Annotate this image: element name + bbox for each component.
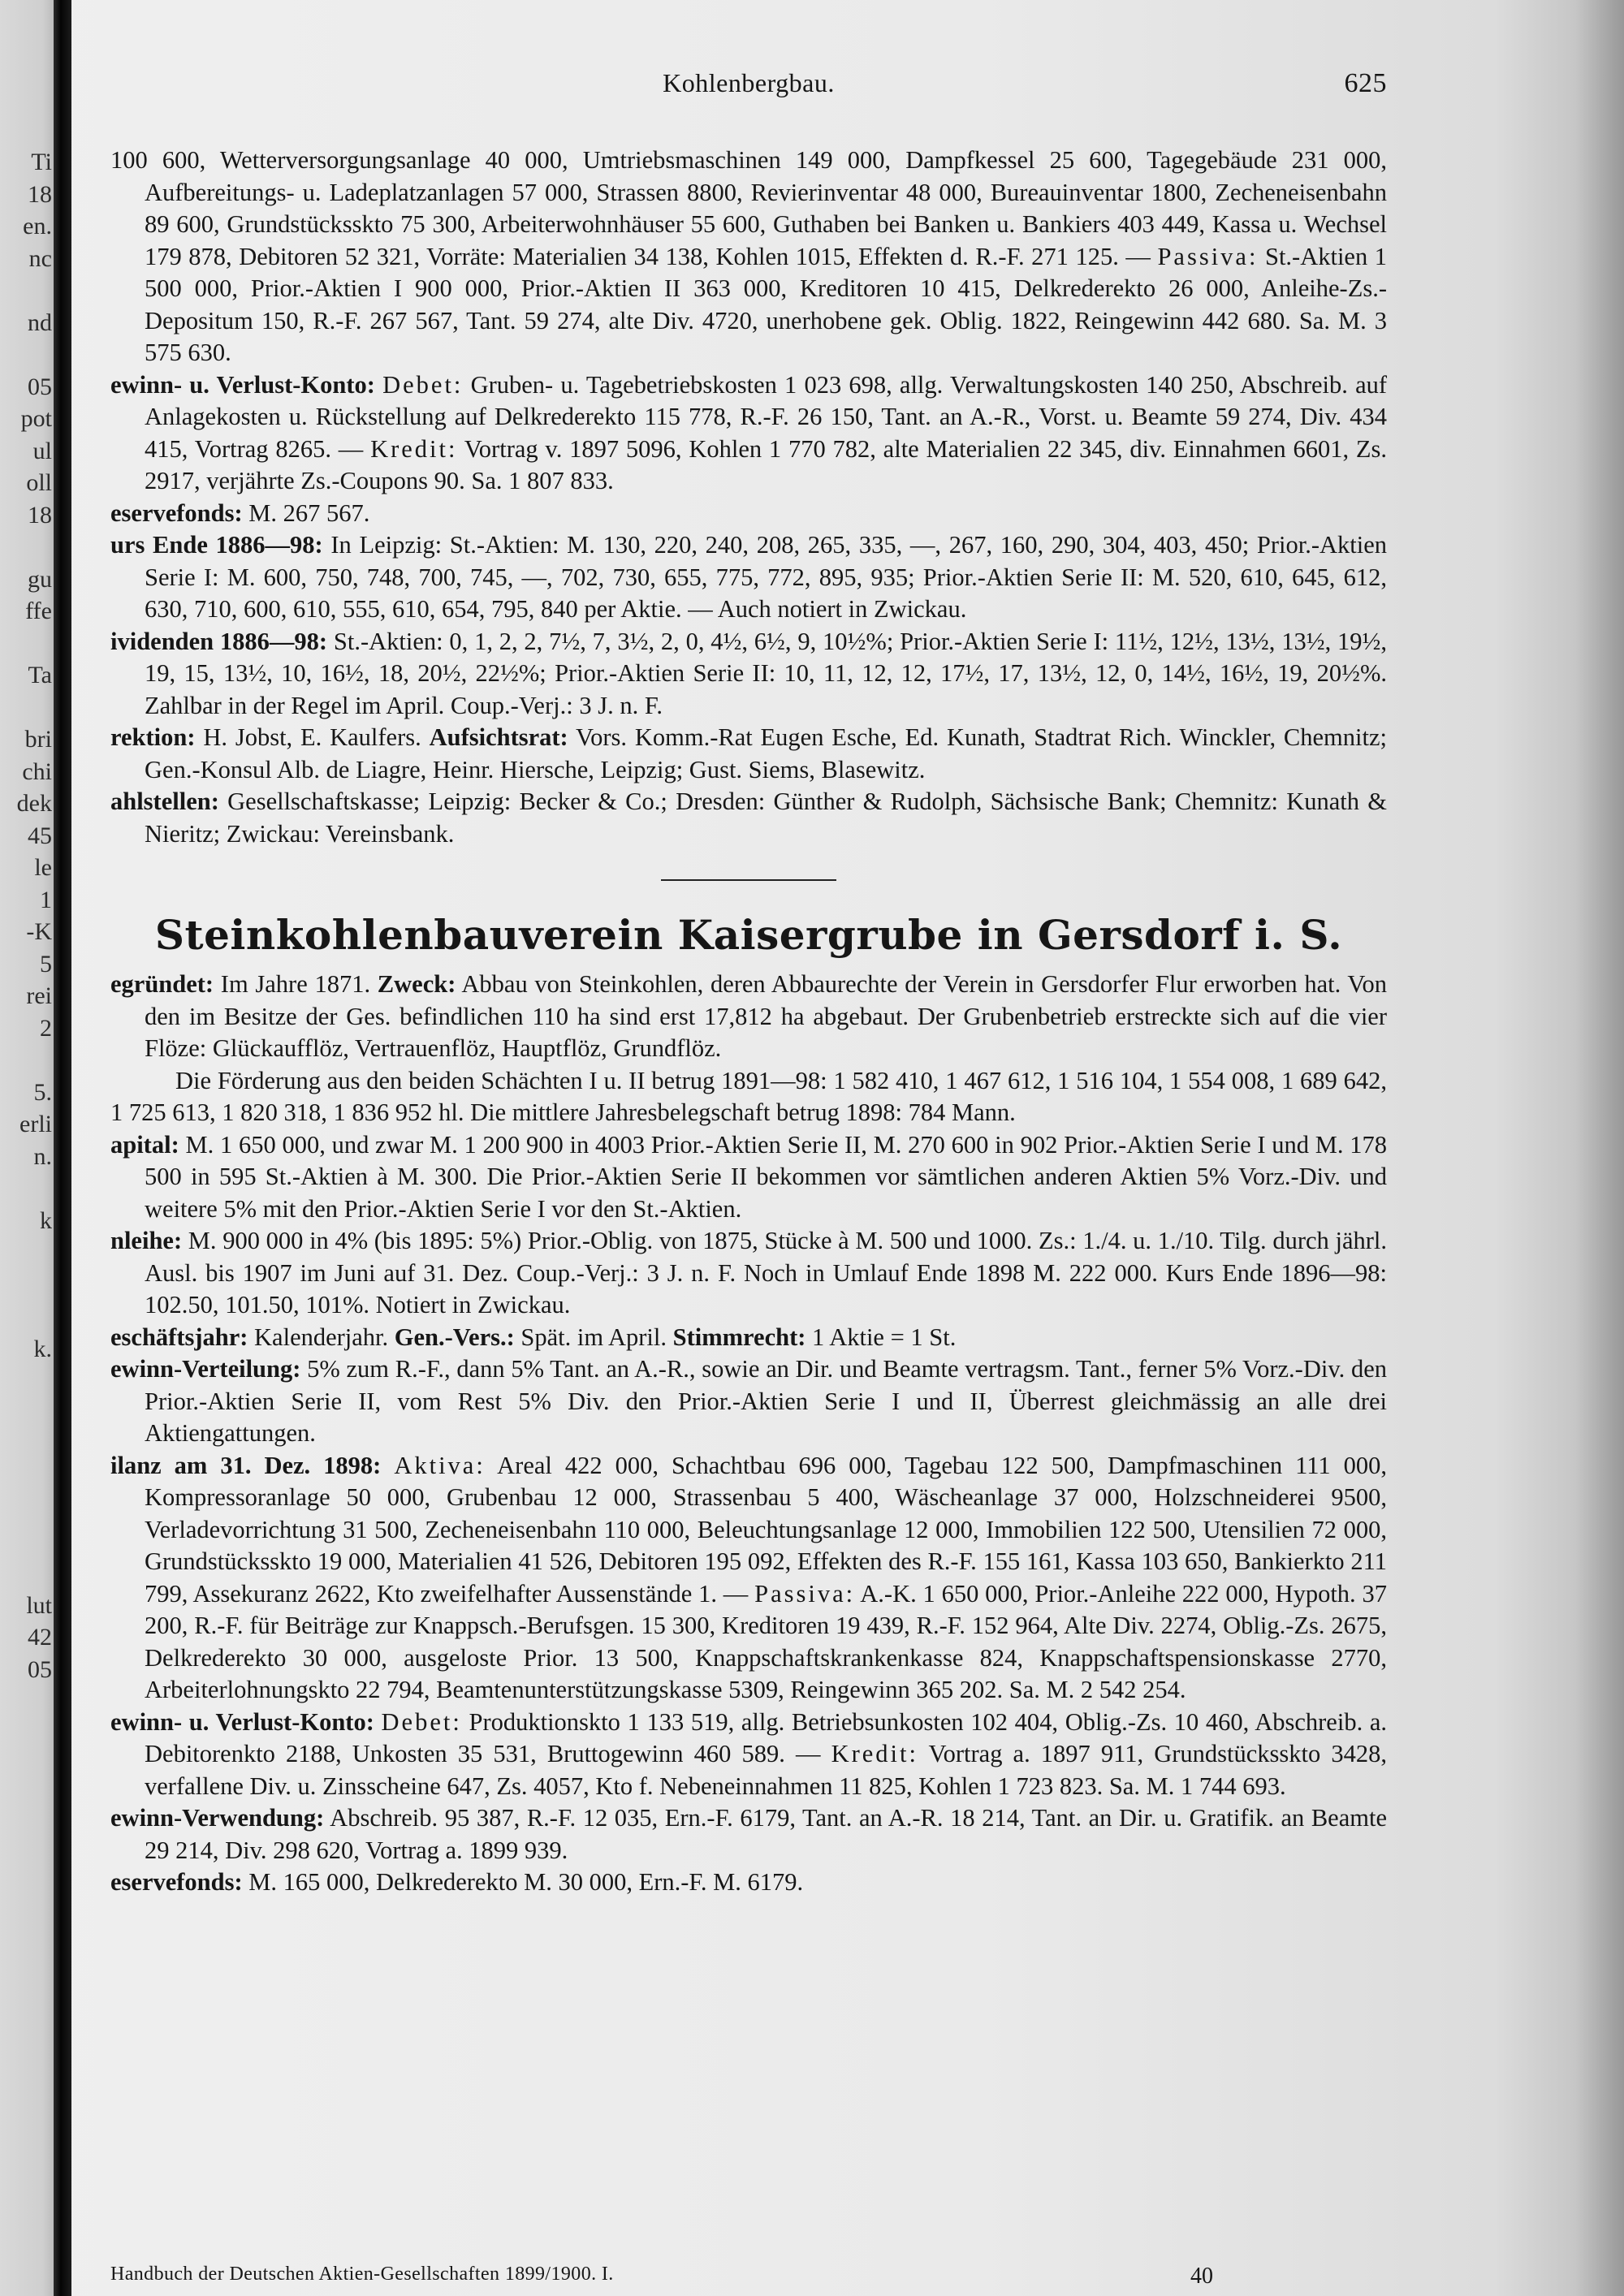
facing-page-fragment	[0, 2070, 54, 2103]
facing-page-fragment	[0, 1782, 54, 1815]
facing-page-fragment: pot	[20, 405, 52, 432]
facing-page-fragment: k.	[33, 1335, 52, 1362]
page-shadow	[1575, 0, 1624, 2296]
facing-page-fragment	[0, 2134, 54, 2167]
reserve-fund-paragraph: eservefonds: M. 267 567.	[110, 498, 370, 527]
facing-page-fragment	[0, 2039, 54, 2071]
fiscal-year-paragraph: eschäftsjahr: Kalenderjahr. Gen.-Vers.: Spät. im April. Stimmrecht: 1 Aktie = 1 St.	[110, 1323, 957, 1351]
facing-page-fragment: 05	[28, 373, 52, 400]
facing-page-fragment: Ti	[31, 149, 52, 175]
management-paragraph: rektion: H. Jobst, E. Kaulfers. Aufsichtsrat: Vors. Komm.-Rat Eugen Esche, Ed. Kunath, Stadtrat Rich. Winckler, Chemnitz; Gen.-Konsul Alb. de Liagre, Heinr. Hiersche, Leipzig; Gust. Siems, Blasewitz.	[110, 723, 1387, 783]
facing-page-fragment: 45	[28, 822, 52, 849]
page-number: 625	[1344, 68, 1387, 98]
facing-page-fragment: k	[40, 1206, 52, 1234]
facing-page-fragment	[0, 2199, 54, 2231]
share-price-paragraph: urs Ende 1886—98: In Leipzig: St.-Aktien: M. 130, 220, 240, 208, 265, 335, —, 267, 160, 290, 304, 403, 450; Prior.-Aktien Serie I: M. 600, 750, 748, 700, 745, —, 702, 730, 655, 775, 772, 895, 935; Prior.-Aktien Serie II: M. 520, 610, 645, 612, 630, 710, 600, 610, 555, 610, 654, 795, 840 per Aktie. — Auch notiert in Zwickau.	[110, 531, 1387, 623]
facing-page-fragment	[0, 1236, 54, 1269]
founding-purpose-paragraph: egründet: Im Jahre 1871. Zweck: Abbau von Steinkohlen, deren Abbaurechte der Verein in Gersdorfer Flur erworben hat. Von den im Besitze der Ges. befindlichen 110 ha sind erst 17,812 ha abgebaut. Der Grubenbetrieb erstreckte sich auf die vier Flöze: Glückaufflöz, Vertrauenflöz, Hauptflöz, Grundflöz.	[110, 970, 1387, 1062]
facing-page-fragment: 5.	[33, 1078, 52, 1106]
balance-1898-paragraph: ilanz am 31. Dez. 1898: Aktiva: Areal 422 000, Schachtbau 696 000, Tagebau 122 500, Dampfmaschinen 111 000, Kompressoranlage 50 000, Grubenbau 12 000, Strassenbau 5 400, Wäscheanlage 37 000, Holzschneiderei 9500, Verladevorrichtung 31 500, Zecheneisenbahn 110 000, Beleuchtungsanlage 12 000, Immobilien 122 500, Utensilien 72 000, Grundstücksskto 19 000, Materialien 41 526, Debitoren 195 092, Effekten des R.-F. 155 161, Kassa 103 650, Bankierkto 211 799, Assekuranz 2622, Kto zweifelhafter Aussenstände 1. — Passiva: A.-K. 1 650 000, Prior.-Anleihe 222 000, Hypoth. 37 200, R.-F. für Beiträge zur Knappsch.-Berufsgen. 15 300, Kreditoren 19 439, R.-F. 152 964, Alte Div. 2274, Oblig.-Zs. 2675, Delkrederekto 30 000, ausgeloste Prior. 13 500, Knappschaftskrankenkasse 824, Knappschaftspensionskasse 2770, Arbeiterlohnungskto 22 794, Beamtenunterstützungskasse 5309, Reingewinn 365 202. Sa. M. 2 542 254.	[110, 1451, 1388, 1703]
profit-loss-1898-paragraph: ewinn- u. Verlust-Konto: Debet: Produktionskto 1 133 519, allg. Betriebsunkosten 102 404, Oblig.-Zs. 10 460, Abschreib. a. Debitorenkto 2188, Unkosten 35 531, Bruttogewinn 460 589. — Kredit: Vortrag a. 1897 911, Grundstücksskto 3428, verfallene Div. u. Zinsscheine 647, Zs. 4057, Kto f. Nebeneinnahmen 11 825, Kohlen 1 723 823. Sa. M. 1 744 693.	[110, 1707, 1388, 1800]
facing-page-fragment: le	[34, 854, 52, 881]
facing-page-fragment	[0, 692, 54, 724]
facing-page-fragment	[0, 1461, 54, 1494]
facing-page-fragment	[0, 1910, 54, 1943]
facing-page-fragment: 2	[40, 1014, 52, 1042]
facing-page-fragment: oll	[26, 469, 52, 496]
facing-page-fragment	[0, 1942, 54, 1974]
facing-page-fragment	[0, 1397, 54, 1430]
facing-page-fragment: lut	[26, 1591, 52, 1619]
facing-page-fragment	[0, 339, 54, 371]
balance-sheet-paragraph: 100 600, Wetterversorgungsanlage 40 000, Umtriebsmaschinen 149 000, Dampfkessel 25 600, Tagegebäude 231 000, Aufbereitungs- u. Ladeplatzanlagen 57 000, Strassen 8800, Revierinventar 48 000, Bureauinventar 1800, Zecheneisenbahn 89 600, Grundstücksskto 75 300, Arbeiterwohnhäuser 55 600, Guthaben bei Banken u. Bankiers 403 449, Kassa u. Wechsel 179 878, Debitoren 52 321, Vorräte: Materialien 34 138, Kohlen 1015, Effekten d. R.-F. 271 125. — Passiva: St.-Aktien 1 500 000, Prior.-Aktien I 900 000, Prior.-Aktien II 363 000, Kreditoren 10 415, Delkrederekto 26 000, Anleihe-Zs.-Depositum 150, R.-F. 267 567, Tant. 59 274, alte Div. 4720, unerhobene gek. Oblig. 1822, Reingewinn 442 680. Sa. M. 3 575 630.	[110, 146, 1388, 366]
facing-page-fragment	[0, 1429, 54, 1461]
facing-page-fragment	[0, 628, 54, 660]
facing-page-edge	[0, 0, 54, 2296]
facing-page-fragment: 18	[28, 180, 52, 208]
facing-page-fragment	[0, 1044, 54, 1077]
facing-page-fragment	[0, 274, 54, 307]
page-section-title: Kohlenbergbau.	[663, 68, 835, 97]
facing-page-fragment: n.	[33, 1142, 52, 1170]
facing-page-fragment	[0, 2006, 54, 2039]
publication-title: Handbuch der Deutschen Aktien-Gesellschaften 1899/1900. I.	[110, 2264, 614, 2285]
paying-agents-paragraph: ahlstellen: Gesellschaftskasse; Leipzig: Becker & Co.; Dresden: Günther & Rudolph, Sächsische Bank; Chemnitz: Kunath & Nieritz; Zwickau: Vereinsbank.	[110, 788, 1387, 848]
facing-page-fragment: en.	[23, 213, 52, 240]
facing-page-fragment: gu	[28, 565, 52, 593]
facing-page-fragment: 1	[40, 886, 52, 913]
facing-page-fragment: bri	[24, 726, 52, 753]
bond-paragraph: nleihe: M. 900 000 in 4% (bis 1895: 5%) Prior.-Oblig. von 1875, Stücke à M. 500 und 1000. Zs.: 1./4. u. 1./10. Tilg. durch jährl. Ausl. bis 1907 im Juni auf 31. Dez. Coup.-Verj.: 3 J. n. F. Noch in Umlauf Ende 1898 M. 222 000. Kurs Ende 1896—98: 102.50, 101.50, 101%. Notiert in Zwickau.	[110, 1227, 1387, 1318]
facing-page-fragment	[0, 1846, 54, 1879]
facing-page-fragment	[0, 1974, 54, 2007]
facing-page-fragment: 05	[28, 1655, 52, 1683]
facing-page-fragment: chi	[22, 757, 52, 785]
reserve-fund-2-paragraph: eservefonds: M. 165 000, Delkrederekto M. 30 000, Ern.-F. M. 6179.	[110, 1868, 804, 1896]
facing-page-fragment	[0, 1557, 54, 1590]
facing-page-fragment	[0, 1718, 54, 1750]
facing-page-fragment: rei	[26, 982, 52, 1009]
facing-page-fragment	[0, 1526, 54, 1558]
dividends-paragraph: ividenden 1886—98: St.-Aktien: 0, 1, 2, 2, 7½, 7, 3½, 2, 0, 4½, 6½, 9, 10½%; Prior.-Aktien Serie I: 11½, 12½, 13½, 13½, 19½, 19, 15, 13½, 10, 16½, 18, 20½, 22½%; Prior.-Aktien Serie II: 10, 11, 12, 12, 17½, 17, 13½, 12, 0, 14½, 16½, 19, 20½%. Zahlbar in der Regel im April. Coup.-Verj.: 3 J. n. F.	[110, 627, 1387, 719]
facing-page-fragment	[0, 2231, 54, 2264]
facing-page-fragment	[0, 1750, 54, 1782]
signature-mark: 40	[1190, 2264, 1213, 2289]
production-paragraph: Die Förderung aus den beiden Schächten I u. II betrug 1891—98: 1 582 410, 1 467 612, 1 516 104, 1 554 008, 1 689 642, 1 725 613, 1 820 318, 1 836 952 hl. Die mittlere Jahresbelegschaft betrug 1898: 784 Mann.	[110, 1066, 1387, 1126]
facing-page-fragment	[0, 1493, 54, 1526]
facing-page-fragment	[0, 1269, 54, 1301]
profit-loss-paragraph: ewinn- u. Verlust-Konto: Debet: Gruben- u. Tagebetriebskosten 1 023 698, allg. Verwaltungskosten 140 250, Abschreib. auf Anlagekosten u. Rückstellung auf Delkrederekto 115 778, R.-F. 26 150, Tant. an A.-R., Vorst. u. Beamte 59 274, Div. 434 415, Vortrag 8265. — Kredit: Vortrag v. 1897 5096, Kohlen 1 770 782, alte Materialien 22 345, div. Einnahmen 6601, Zs. 2917, verjährte Zs.-Coupons 90. Sa. 1 807 833.	[110, 370, 1388, 494]
profit-use-paragraph: ewinn-Verwendung: Abschreib. 95 387, R.-F. 12 035, Ern.-F. 6179, Tant. an A.-R. 18 214, Tant. an Dir. u. Gratifik. an Beamte 29 214, Div. 298 620, Vortrag a. 1899 939.	[110, 1804, 1387, 1864]
facing-page-fragments	[0, 146, 54, 2263]
facing-page-fragment: Ta	[28, 662, 52, 688]
facing-page-fragment: erli	[19, 1111, 52, 1137]
capital-paragraph: apital: M. 1 650 000, und zwar M. 1 200 900 in 4003 Prior.-Aktien Serie II, M. 270 600 in 902 Prior.-Aktien Serie I und M. 178 500 in 595 St.-Aktien à M. 300. Die Prior.-Aktien Serie II bekommen vor sämtlichen anderen Aktien 5% Vorz.-Div. und weitere 5% mit den Prior.-Aktien Serie I vor den St.-Aktien.	[110, 1130, 1387, 1223]
facing-page-fragment	[0, 1172, 54, 1205]
section-divider	[661, 879, 836, 881]
running-header	[110, 68, 1387, 109]
company-heading: Steinkohlenbauverein Kaisergrube in Gersdorf i. S.	[154, 911, 1343, 959]
facing-page-fragment: 18	[28, 501, 52, 529]
profit-distribution-paragraph: ewinn-Verteilung: 5% zum R.-F., dann 5% Tant. an A.-R., sowie an Dir. und Beamte vertragsm. Tant., ferner 5% Vorz.-Div. den Prior.-Aktien Serie II, vom Rest 5% Div. den Prior.-Aktien Serie I und II, Überrest gleichmässig an alle drei Aktiengattungen.	[110, 1355, 1387, 1447]
facing-page-fragment	[0, 2103, 54, 2135]
facing-page-fragment	[0, 531, 54, 563]
facing-page-fragment: nd	[28, 309, 52, 336]
page-body	[110, 145, 1387, 1899]
facing-page-fragment	[0, 2167, 54, 2199]
facing-page-fragment: dek	[16, 790, 52, 817]
facing-page-fragment: nc	[28, 244, 52, 272]
profit-loss-label: ewinn- u. Verlust-Konto:	[110, 370, 375, 399]
facing-page-fragment: ul	[32, 437, 52, 464]
facing-page-fragment: -K	[26, 918, 52, 945]
book-spine	[54, 0, 71, 2296]
page-footer	[110, 2264, 1387, 2293]
facing-page-fragment	[0, 1814, 54, 1846]
facing-page-fragment	[0, 1685, 54, 1718]
facing-page-fragment: ffe	[25, 598, 52, 624]
facing-page-fragment	[0, 1301, 54, 1333]
facing-page-fragment	[0, 1365, 54, 1397]
facing-page-fragment: 42	[28, 1624, 52, 1651]
passiva-label: Passiva:	[1157, 242, 1259, 270]
facing-page-fragment	[0, 1878, 54, 1910]
facing-page-fragment: 5	[40, 950, 52, 978]
